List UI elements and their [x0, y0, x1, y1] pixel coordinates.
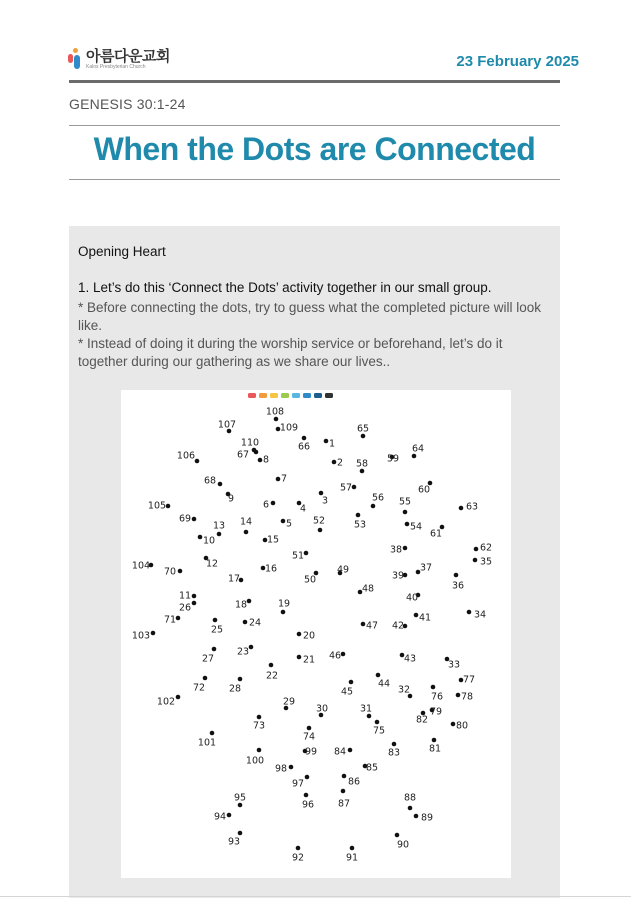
dot-label: 14 — [239, 516, 253, 528]
dot-label: 9 — [227, 493, 235, 505]
dot-label: 42 — [391, 620, 405, 632]
dot — [318, 528, 323, 533]
dot-label: 99 — [304, 746, 318, 758]
dot — [238, 831, 243, 836]
dot — [474, 547, 479, 552]
dot-label: 86 — [347, 776, 361, 788]
dot-label: 46 — [328, 650, 342, 662]
dot-label: 88 — [403, 792, 417, 804]
dot-label: 107 — [217, 419, 237, 431]
church-logo-icon — [68, 48, 82, 70]
dot-label: 41 — [418, 612, 432, 624]
dot-label: 25 — [210, 624, 224, 636]
dot — [307, 726, 312, 731]
dot-label: 11 — [178, 590, 192, 602]
dot-label: 63 — [465, 501, 479, 513]
dot — [371, 504, 376, 509]
dot — [324, 439, 329, 444]
dot — [243, 620, 248, 625]
dot — [302, 436, 307, 441]
dot — [305, 775, 310, 780]
dot-label: 78 — [460, 691, 474, 703]
dot-label: 12 — [205, 558, 219, 570]
dot — [414, 814, 419, 819]
dot-label: 93 — [227, 836, 241, 848]
dot-label: 71 — [163, 614, 177, 626]
dot-label: 21 — [302, 654, 316, 666]
dot-label: 50 — [303, 574, 317, 586]
dot-label: 95 — [233, 792, 247, 804]
dot-label: 18 — [234, 599, 248, 611]
dot — [258, 458, 263, 463]
dot-label: 91 — [345, 852, 359, 864]
dots-canvas — [121, 390, 511, 878]
dot-label: 24 — [248, 617, 262, 629]
dot — [176, 695, 181, 700]
dot — [244, 530, 249, 535]
church-subtitle: Kalos Presbyterian Church — [86, 63, 146, 70]
dot-label: 47 — [365, 620, 379, 632]
dot — [281, 610, 286, 615]
dot — [403, 510, 408, 515]
question-notes — [78, 299, 554, 371]
dot-label: 22 — [265, 670, 279, 682]
dot — [349, 680, 354, 685]
dot — [403, 546, 408, 551]
dot-label: 52 — [312, 515, 326, 527]
dot-label: 56 — [371, 492, 385, 504]
dot-label: 74 — [302, 731, 316, 743]
dot — [257, 715, 262, 720]
dot — [289, 765, 294, 770]
dot-label: 101 — [197, 737, 217, 749]
color-swatch — [281, 393, 289, 398]
color-swatch — [259, 393, 267, 398]
dot-label: 39 — [391, 570, 405, 582]
dot — [238, 677, 243, 682]
note-gathering: * Instead of doing it during the worship service or beforehand, let’s do it together during our gathering as we share our lives.. — [78, 336, 503, 369]
dot-label: 36 — [451, 580, 465, 592]
color-swatch — [292, 393, 300, 398]
dot-label: 106 — [176, 450, 196, 462]
dot — [348, 748, 353, 753]
dot-label: 28 — [228, 683, 242, 695]
dot-label: 51 — [291, 550, 305, 562]
color-swatch — [248, 393, 256, 398]
dot-label: 68 — [203, 475, 217, 487]
dot-label: 7 — [280, 473, 288, 485]
dot-label: 20 — [302, 630, 316, 642]
dot — [178, 569, 183, 574]
dot-label: 44 — [377, 678, 391, 690]
discussion-question: 1. Let’s do this ‘Connect the Dots’ activity together in our small group. — [78, 280, 492, 295]
dot — [192, 517, 197, 522]
dot-label: 49 — [336, 564, 350, 576]
title-bottom-divider — [69, 179, 560, 180]
dot-label: 80 — [455, 720, 469, 732]
dot-label: 100 — [245, 755, 265, 767]
note-guess: * Before connecting the dots, try to guess what the completed picture will look like. — [78, 300, 542, 333]
color-swatch — [314, 393, 322, 398]
dot — [166, 504, 171, 509]
dot-label: 5 — [285, 518, 293, 530]
dot-label: 104 — [131, 560, 151, 572]
dot — [473, 558, 478, 563]
dot-label: 26 — [178, 602, 192, 614]
dot-label: 38 — [389, 544, 403, 556]
dot-label: 110 — [240, 437, 260, 449]
dot — [451, 722, 456, 727]
scripture-reference: GENESIS 30:1-24 — [69, 96, 186, 112]
dot-label: 64 — [411, 443, 425, 455]
dot — [176, 616, 181, 621]
dot — [459, 506, 464, 511]
dot — [304, 551, 309, 556]
dot — [247, 599, 252, 604]
dot-label: 6 — [262, 499, 270, 511]
dot — [195, 459, 200, 464]
dot — [249, 645, 254, 650]
dot-label: 79 — [429, 706, 443, 718]
dot-label: 109 — [279, 422, 299, 434]
dot — [431, 685, 436, 690]
dot-label: 90 — [396, 839, 410, 851]
dot-label: 70 — [163, 566, 177, 578]
church-logo — [68, 48, 170, 70]
church-name: 아름다운교회 — [86, 46, 170, 65]
dot-label: 66 — [297, 441, 311, 453]
dot-label: 60 — [417, 484, 431, 496]
dot — [392, 742, 397, 747]
dot — [281, 519, 286, 524]
dot-label: 29 — [282, 696, 296, 708]
dot-label: 31 — [359, 703, 373, 715]
dot — [352, 485, 357, 490]
dot — [408, 806, 413, 811]
bulletin-date: 23 February 2025 — [456, 53, 579, 70]
dot — [198, 535, 203, 540]
dot-label: 54 — [409, 521, 423, 533]
dot-label: 73 — [252, 720, 266, 732]
dot — [218, 482, 223, 487]
dot-label: 43 — [403, 653, 417, 665]
dot — [192, 601, 197, 606]
dot — [350, 846, 355, 851]
dot-label: 1 — [328, 438, 336, 450]
dot-label: 57 — [339, 482, 353, 494]
dot — [210, 731, 215, 736]
dot — [432, 738, 437, 743]
dot-label: 81 — [428, 743, 442, 755]
dot-label: 92 — [291, 852, 305, 864]
dot-label: 83 — [387, 747, 401, 759]
connect-the-dots-puzzle — [121, 390, 511, 878]
dot-label: 94 — [213, 811, 227, 823]
dot — [356, 513, 361, 518]
page-title: When the Dots are Connected — [93, 131, 536, 167]
dot-label: 34 — [473, 609, 487, 621]
dot-label: 10 — [202, 535, 216, 547]
page-bottom-edge — [0, 896, 631, 897]
dot-label: 37 — [419, 562, 433, 574]
dot — [395, 833, 400, 838]
dot — [203, 676, 208, 681]
dot — [405, 522, 410, 527]
dot-label: 84 — [333, 746, 347, 758]
dot — [297, 632, 302, 637]
dot — [454, 573, 459, 578]
dot — [296, 846, 301, 851]
dot-label: 105 — [147, 500, 167, 512]
dot-label: 85 — [365, 762, 379, 774]
dot-label: 87 — [337, 798, 351, 810]
dot — [192, 594, 197, 599]
dot-label: 45 — [340, 686, 354, 698]
dot-label: 89 — [420, 812, 434, 824]
color-swatch — [270, 393, 278, 398]
dot-label: 75 — [372, 725, 386, 737]
dot-label: 40 — [405, 592, 419, 604]
dot-label: 76 — [430, 691, 444, 703]
dot-label: 19 — [277, 598, 291, 610]
dot-label: 69 — [178, 513, 192, 525]
dot-label: 48 — [361, 583, 375, 595]
dot — [217, 532, 222, 537]
dot — [257, 748, 262, 753]
dot — [271, 501, 276, 506]
color-swatch — [303, 393, 311, 398]
dot-label: 17 — [227, 573, 241, 585]
dot — [341, 789, 346, 794]
dot-label: 53 — [353, 519, 367, 531]
dot-label: 13 — [212, 520, 226, 532]
dot-label: 102 — [156, 696, 176, 708]
dot-label: 82 — [415, 714, 429, 726]
dot — [227, 813, 232, 818]
dot-label: 16 — [264, 563, 278, 575]
dot — [212, 647, 217, 652]
dot — [467, 610, 472, 615]
dot-label: 33 — [447, 659, 461, 671]
dot-label: 58 — [355, 458, 369, 470]
dot — [341, 652, 346, 657]
dot-label: 32 — [397, 684, 411, 696]
dot-label: 59 — [386, 453, 400, 465]
dot — [361, 622, 366, 627]
dot-label: 103 — [131, 630, 151, 642]
dot-label: 2 — [336, 457, 344, 469]
header-divider — [69, 80, 560, 83]
dot-label: 97 — [291, 778, 305, 790]
dot-label: 23 — [236, 646, 250, 658]
color-swatch — [325, 393, 333, 398]
dot-label: 65 — [356, 423, 370, 435]
dot-label: 35 — [479, 556, 493, 568]
dot-label: 108 — [265, 406, 285, 418]
dot-label: 55 — [398, 496, 412, 508]
dot-label: 3 — [321, 495, 329, 507]
dot-label: 72 — [192, 682, 206, 694]
dot — [375, 720, 380, 725]
dot-label: 98 — [274, 763, 288, 775]
title-top-divider — [69, 125, 560, 126]
dot-label: 96 — [301, 799, 315, 811]
dot-label: 67 — [236, 449, 250, 461]
dot — [297, 655, 302, 660]
dot-label: 30 — [315, 703, 329, 715]
dot — [151, 631, 156, 636]
dot-label: 27 — [201, 653, 215, 665]
dot — [276, 477, 281, 482]
dot — [304, 793, 309, 798]
dot-label: 15 — [266, 534, 280, 546]
dot-label: 8 — [262, 454, 270, 466]
dot — [414, 613, 419, 618]
dot — [332, 460, 337, 465]
section-heading: Opening Heart — [78, 244, 166, 259]
dot — [213, 618, 218, 623]
dot-label: 61 — [429, 528, 443, 540]
dot-label: 62 — [479, 542, 493, 554]
dot-label: 4 — [299, 503, 307, 515]
dot — [376, 673, 381, 678]
dot — [456, 693, 461, 698]
dot — [342, 774, 347, 779]
dot — [269, 663, 274, 668]
dot-label: 77 — [462, 674, 476, 686]
